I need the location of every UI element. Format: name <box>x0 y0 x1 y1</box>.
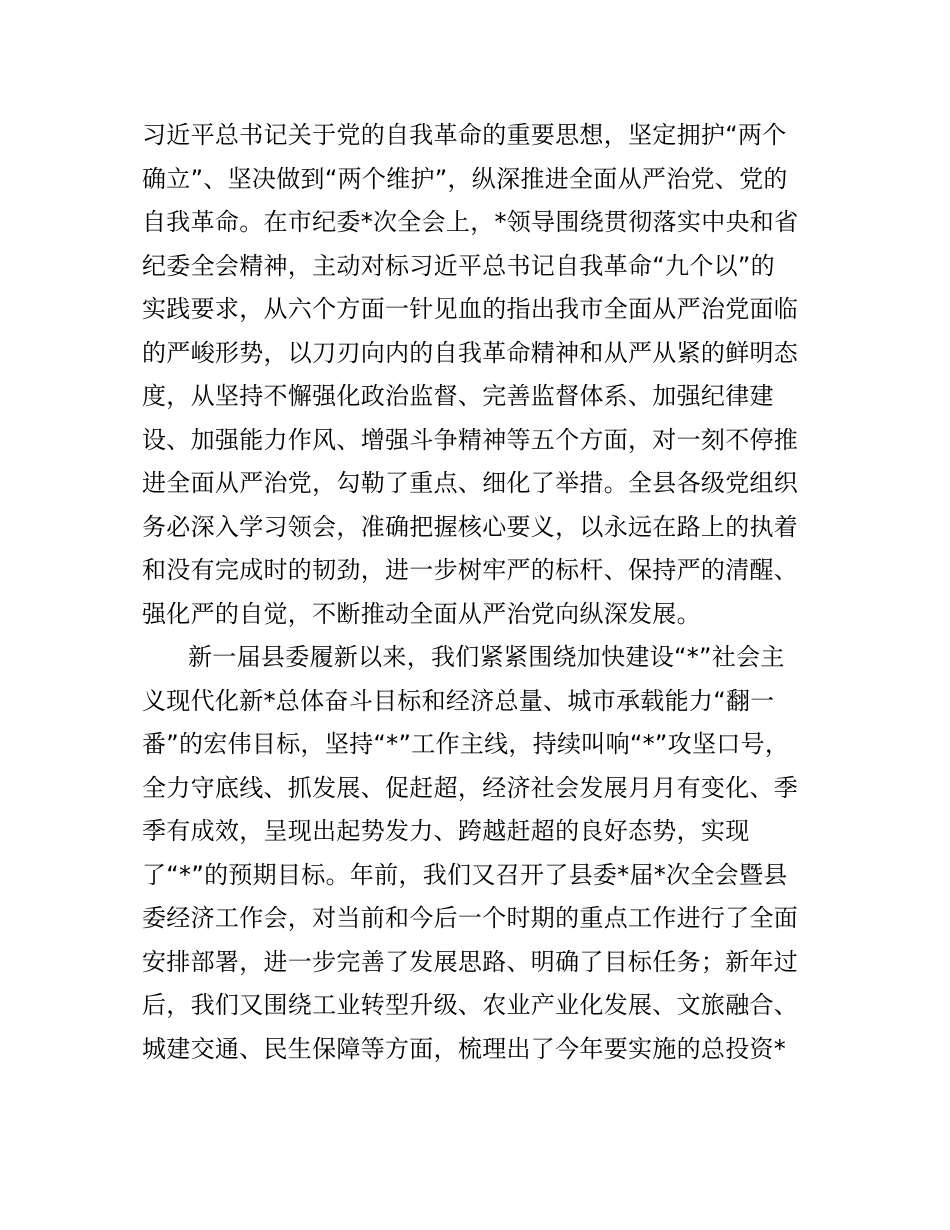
text-line: 实践要求，从六个方面一针见血的指出我市全面从严治党面临 <box>142 295 799 323</box>
text-line: 习近平总书记关于党的自我革命的重要思想，坚定拥护“两个 <box>142 121 787 149</box>
text-line: 务必深入学习领会，准确把握核心要义，以永远在路上的执着 <box>142 512 799 541</box>
text-line: 强化严的自觉，不断推动全面从严治党向纵深发展。 <box>142 599 701 628</box>
text-line: 度，从坚持不懈强化政治监督、完善监督体系、加强纪律建 <box>142 382 774 410</box>
text-line: 季有成效，呈现出起势发力、跨越赶超的良好态势，实现 <box>142 817 750 845</box>
text-line: 了“*”的预期目标。年前，我们又召开了县委*届*次全会暨县 <box>142 860 788 889</box>
text-line: 城建交通、民生保障等方面，梳理出了今年要实施的总投资* <box>142 1034 787 1063</box>
text-line: 的严峻形势，以刀刃向内的自我革命精神和从严从紧的鲜明态 <box>142 338 799 367</box>
text-line: 纪委全会精神，主动对标习近平总书记自我革命“九个以”的 <box>142 251 775 280</box>
text-line: 确立”、坚决做到“两个维护”，纵深推进全面从严治党、党的 <box>142 164 788 193</box>
document-body <box>142 114 822 1071</box>
text-line: 新一届县委履新以来，我们紧紧围绕加快建设“*”社会主 <box>188 643 785 671</box>
text-line: 安排部署，进一步完善了发展思路、明确了目标任务；新年过 <box>142 947 799 976</box>
text-line: 自我革命。在市纪委*次全会上，*领导围绕贯彻落实中央和省 <box>142 208 799 236</box>
text-line: 后，我们又围绕工业转型升级、农业产业化发展、文旅融合、 <box>142 991 799 1019</box>
text-line: 设、加强能力作风、增强斗争精神等五个方面，对一刻不停推 <box>142 425 799 454</box>
text-line: 义现代化新*总体奋斗目标和经济总量、城市承载能力“翻一 <box>142 686 775 715</box>
paragraph-1 <box>142 114 822 636</box>
text-line: 委经济工作会，对当前和今后一个时期的重点工作进行了全面 <box>142 904 799 932</box>
text-line: 和没有完成时的韧劲，进一步树牢严的标杆、保持严的清醒、 <box>142 556 799 584</box>
text-line: 全力守底线、抓发展、促赶超，经济社会发展月月有变化、季 <box>142 773 799 802</box>
text-line: 进全面从严治党，勾勒了重点、细化了举措。全县各级党组织 <box>142 469 799 497</box>
paragraph-2 <box>142 636 822 1071</box>
text-line: 番”的宏伟目标，坚持“*”工作主线，持续叫响“*”攻坚口号， <box>142 730 790 758</box>
